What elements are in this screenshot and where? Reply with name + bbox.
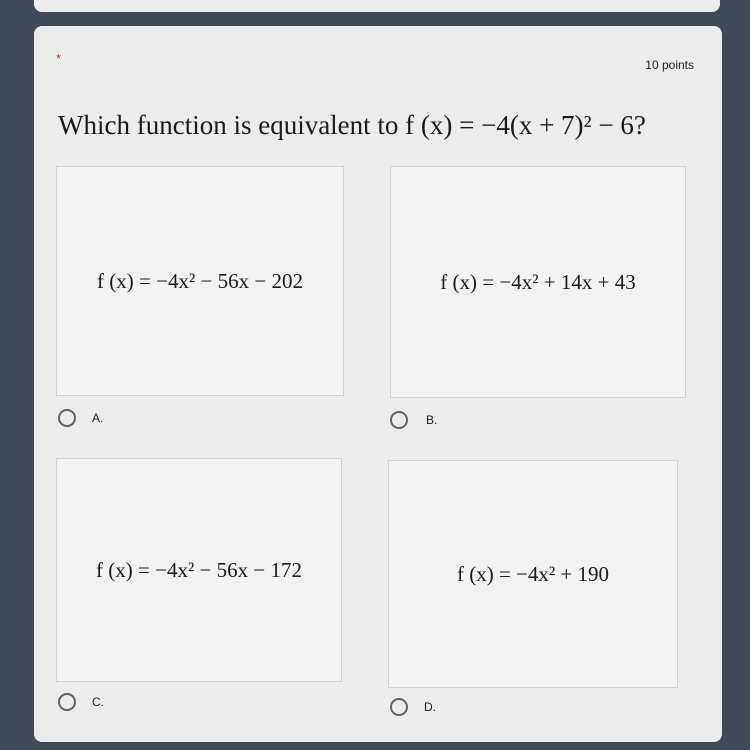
- option-d-image: [388, 460, 678, 688]
- required-marker: *: [56, 51, 62, 66]
- question-card: [34, 26, 722, 742]
- option-c-radio[interactable]: [58, 693, 76, 711]
- option-b-label: B.: [426, 413, 438, 427]
- option-c-image: [56, 458, 342, 682]
- points-label: 10 points: [645, 58, 694, 72]
- option-c-label: C.: [92, 695, 104, 709]
- option-d-radio[interactable]: [390, 698, 408, 716]
- option-a-image: [56, 166, 344, 396]
- option-d-label: D.: [424, 700, 436, 714]
- option-d-expression: f (x) = −4x² + 190: [456, 561, 610, 586]
- question-text: Which function is equivalent to f (x) = −4(x + 7)² − 6?: [58, 110, 646, 140]
- previous-question-card: [34, 0, 720, 12]
- option-b-image: [390, 166, 686, 398]
- option-b-radio[interactable]: [390, 411, 408, 429]
- option-c-expression: f (x) = −4x² − 56x − 172: [96, 557, 302, 582]
- option-a-expression: f (x) = −4x² − 56x − 202: [97, 268, 303, 293]
- option-a-label: A.: [92, 411, 104, 425]
- option-a-radio[interactable]: [58, 409, 76, 427]
- option-b-expression: f (x) = −4x² + 14x + 43: [440, 269, 636, 294]
